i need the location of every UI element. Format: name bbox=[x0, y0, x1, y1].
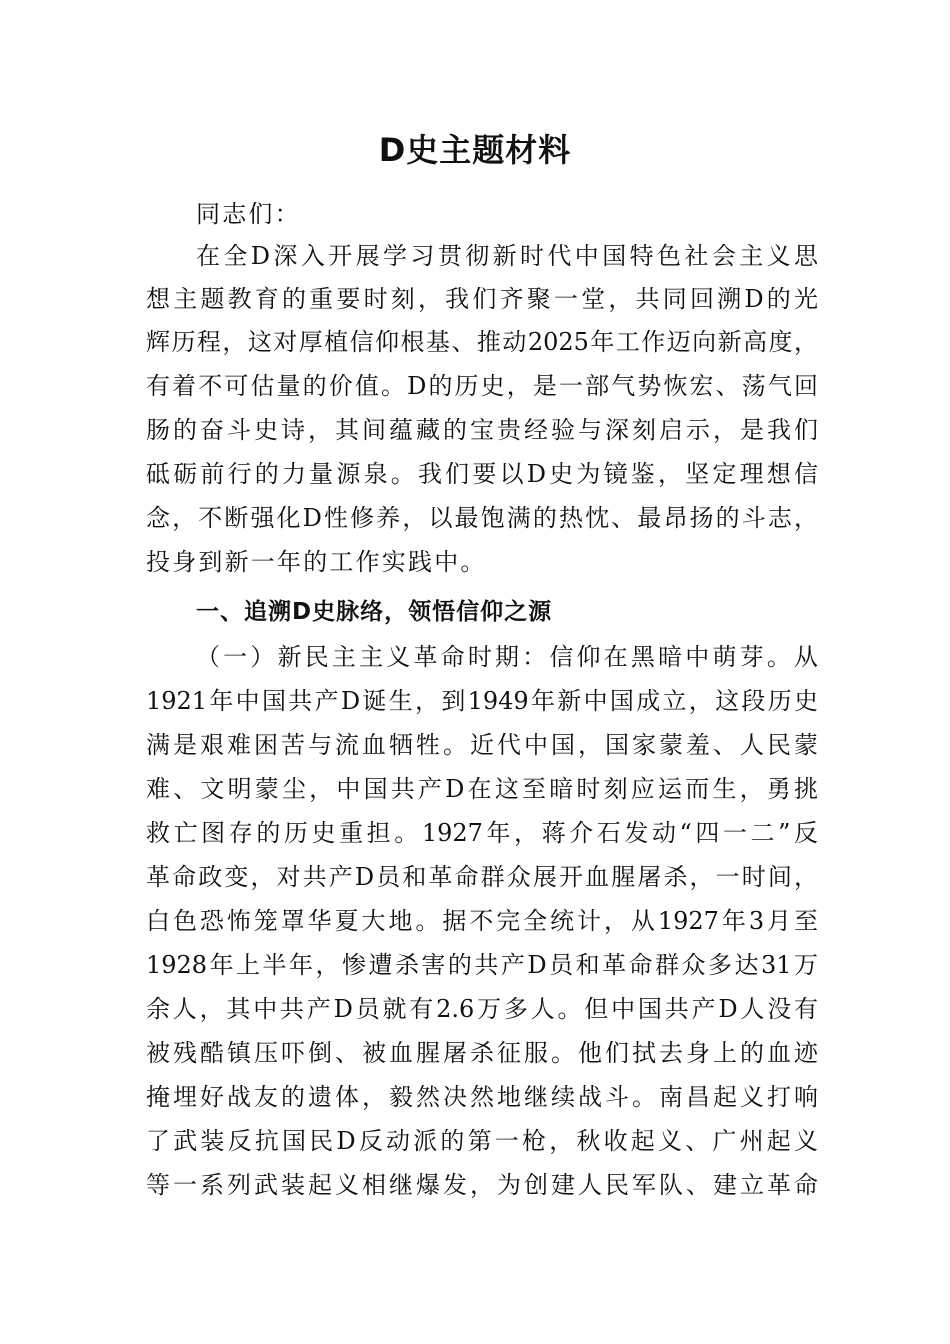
paragraph-line: 想主题教育的重要时刻，我们齐聚一堂，共同回溯D的光 bbox=[146, 285, 818, 313]
paragraph-line: 救亡图存的历史重担。1927年，蒋介石发动“四一二”反 bbox=[146, 819, 818, 847]
paragraph-line: 砥砺前行的力量源泉。我们要以D史为镜鉴，坚定理想信 bbox=[146, 460, 818, 488]
paragraph-line: 余人，其中共产D员就有2.6万多人。但中国共产D人没有 bbox=[146, 995, 818, 1023]
paragraph-line: 念，不断强化D性修养，以最饱满的热忱、最昂扬的斗志， bbox=[146, 504, 818, 532]
salutation: 同志们： bbox=[196, 200, 301, 228]
paragraph-line: 1928年上半年，惨遭杀害的共产D员和革命群众多达31万 bbox=[146, 951, 818, 979]
paragraph-line: 满是艰难困苦与流血牺牲。近代中国，国家蒙羞、人民蒙 bbox=[146, 731, 818, 759]
paragraph-line: 1921年中国共产D诞生，到1949年新中国成立，这段历史 bbox=[146, 687, 818, 715]
paragraph-line: 肠的奋斗史诗，其间蕴藏的宝贵经验与深刻启示，是我们 bbox=[146, 416, 818, 444]
paragraph-line: （一）新民主主义革命时期：信仰在黑暗中萌芽。从 bbox=[196, 643, 818, 671]
paragraph-line: 等一系列武装起义相继爆发，为创建人民军队、建立革命 bbox=[146, 1171, 818, 1199]
paragraph-line: 难、文明蒙尘，中国共产D在这至暗时刻应运而生，勇挑 bbox=[146, 775, 818, 803]
section-heading: 一、追溯D史脉络，领悟信仰之源 bbox=[196, 599, 553, 625]
paragraph-line: 被残酷镇压吓倒、被血腥屠杀征服。他们拭去身上的血迹 bbox=[146, 1039, 818, 1067]
paragraph-line: 白色恐怖笼罩华夏大地。据不完全统计，从1927年3月至 bbox=[146, 907, 818, 935]
paragraph-line: 有着不可估量的价值。D的历史，是一部气势恢宏、荡气回 bbox=[146, 372, 818, 400]
document-title: D史主题材料 bbox=[378, 131, 572, 169]
paragraph-line: 辉历程，这对厚植信仰根基、推动2025年工作迈向新高度， bbox=[146, 328, 818, 356]
paragraph-line: 在全D深入开展学习贯彻新时代中国特色社会主义思 bbox=[196, 242, 818, 270]
paragraph-line: 了武装反抗国民D反动派的第一枪，秋收起义、广州起义 bbox=[146, 1127, 818, 1155]
paragraph-line: 投身到新一年的工作实践中。 bbox=[146, 548, 487, 576]
paragraph-line: 掩埋好战友的遗体，毅然决然地继续战斗。南昌起义打响 bbox=[146, 1083, 818, 1111]
paragraph-line: 革命政变，对共产D员和革命群众展开血腥屠杀，一时间， bbox=[146, 863, 818, 891]
